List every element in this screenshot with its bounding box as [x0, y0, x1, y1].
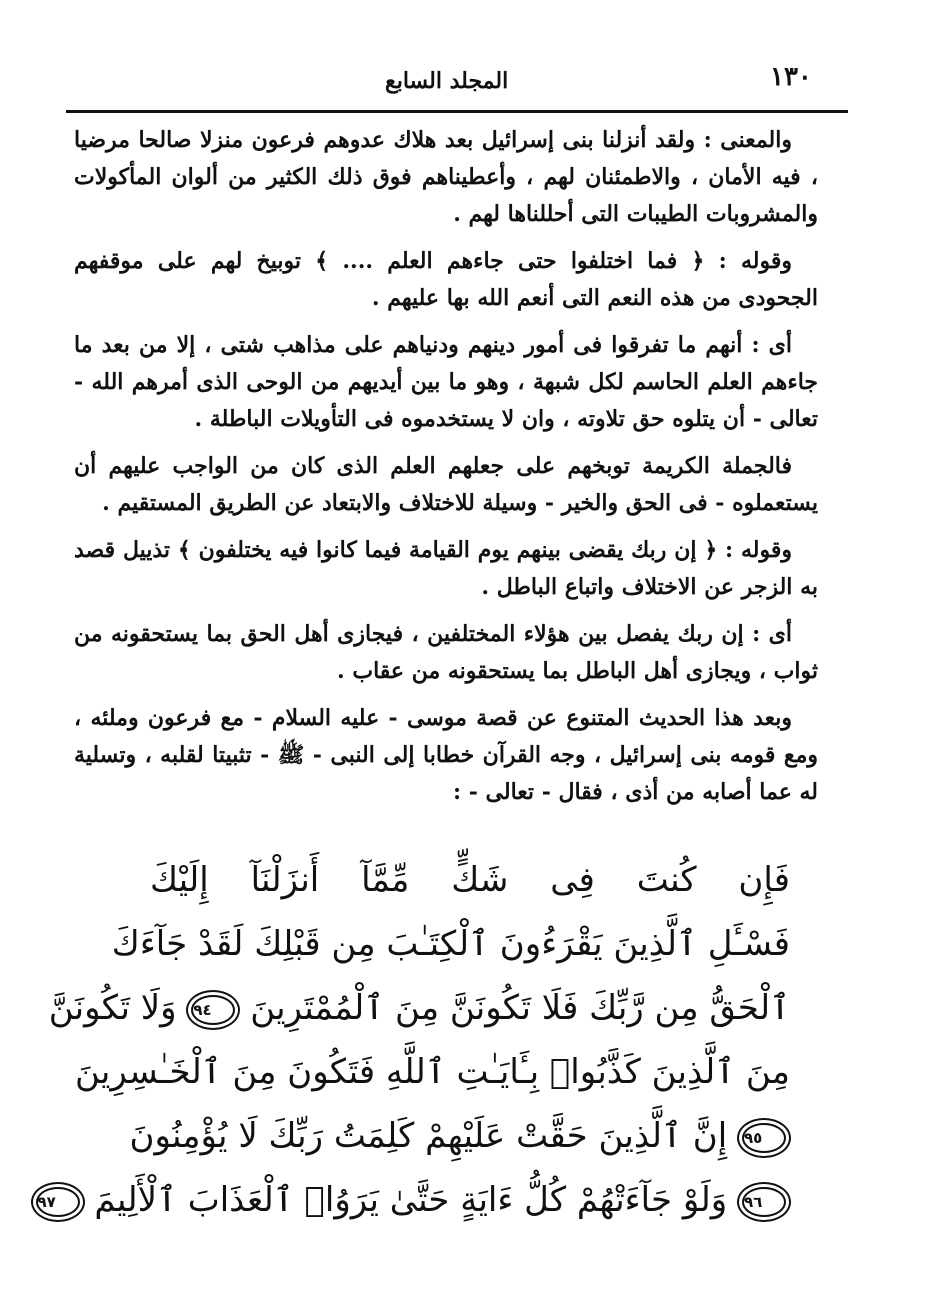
- paragraph: أى : إن ربك يفصل بين هؤلاء المختلفين ، فيجازى أهل الحق بما يستحقونه من ثواب ، ويجازى أهل الباطل بما يستحقونه من عقاب .: [74, 621, 818, 684]
- verse-text: إِنَّ ٱلَّذِينَ حَقَّتْ عَلَيْهِمْ كَلِمَتُ رَبِّكَ لَا يُؤْمِنُونَ: [129, 1116, 728, 1156]
- verse-line: [129, 1104, 790, 1168]
- paragraph: والمعنى : ولقد أنزلنا بنى إسرائيل بعد هلاك عدوهم فرعون منزلا صالحا مرضيا ، فيه الأمان ، والاطمئنان لهم ، وأعطيناهم فوق ذلك الكثير من ألوان المأكولات والمشروبات الطيبات التى أحللناها لهم .: [74, 127, 818, 227]
- ayah-number-marker: ٩٤: [191, 995, 235, 1025]
- ayah-number-marker: ٩٥: [742, 1123, 786, 1153]
- verse-text: فَإِن كُنتَ فِى شَكٍّ مِّمَّآ أَنزَلْنَآ إِلَيْكَ: [150, 860, 790, 900]
- paragraph: وقوله : ﴿ إن ربك يقضى بينهم يوم القيامة فيما كانوا فيه يختلفون ﴾ تذييل قصد به الزجر عن الاختلاف واتباع الباطل .: [74, 537, 818, 600]
- verse-line: [111, 912, 790, 976]
- verse-text: وَلَا تَكُونَنَّ: [48, 988, 177, 1028]
- paragraph: فالجملة الكريمة توبخهم على جعلهم العلم الذى كان من الواجب عليهم أن يستعملوه - فى الحق والخير - وسيلة للاختلاف والابتعاد عن الطريق المستقيم .: [74, 453, 818, 516]
- verse-line: [150, 848, 790, 912]
- quran-verses: [37, 848, 790, 1232]
- paragraph: أى : أنهم ما تفرقوا فى أمور دينهم ودنياهم على مذاهب شتى ، إلا من بعد ما جاءهم العلم الحاسم لكل شبهة ، وهو ما بين أيديهم من الوحى الذى أمرهم الله - تعالى - أن يتلوه حق تلاوته ، وان لا يستخدموه فى التأويلات الباطلة .: [74, 332, 818, 432]
- header-rule: [66, 110, 848, 113]
- ayah-number-marker: ٩٧: [36, 1187, 80, 1217]
- verse-line: [48, 976, 790, 1040]
- verse-text: ٱلْحَقُّ مِن رَّبِّكَ فَلَا تَكُونَنَّ مِنَ ٱلْمُمْتَرِينَ: [250, 988, 790, 1028]
- paragraph: وقوله : ﴿ فما اختلفوا حتى جاءهم العلم .... ﴾ توبيخ لهم على موقفهم الجحودى من هذه النعم التى أنعم الله بها عليهم .: [74, 248, 818, 311]
- ayah-number-marker: ٩٦: [742, 1187, 786, 1217]
- verse-text: فَسْـَٔلِ ٱلَّذِينَ يَقْرَءُونَ ٱلْكِتَـٰبَ مِن قَبْلِكَ لَقَدْ جَآءَكَ: [111, 924, 790, 964]
- verse-line: [37, 1168, 790, 1232]
- commentary-text: [74, 122, 818, 821]
- verse-line: [74, 1040, 790, 1104]
- paragraph: وبعد هذا الحديث المتنوع عن قصة موسى - عليه السلام - مع فرعون وملئه ، ومع قومه بنى إسرائيل ، وجه القرآن خطابا إلى النبى - ﷺ - تثبيتا لقلبه ، وتسلية له عما أصابه من أذى ، فقال - تعالى - :: [74, 705, 818, 805]
- page-number: ١٣٠: [770, 62, 812, 92]
- verse-text: وَلَوْ جَآءَتْهُمْ كُلُّ ءَايَةٍ حَتَّىٰ يَرَوُا۟ ٱلْعَذَابَ ٱلْأَلِيمَ: [94, 1180, 728, 1220]
- verse-text: مِنَ ٱلَّذِينَ كَذَّبُوا۟ بِـَٔايَـٰتِ ٱللَّهِ فَتَكُونَ مِنَ ٱلْخَـٰسِرِينَ: [74, 1052, 790, 1092]
- running-header: المجلد السابع: [385, 68, 509, 94]
